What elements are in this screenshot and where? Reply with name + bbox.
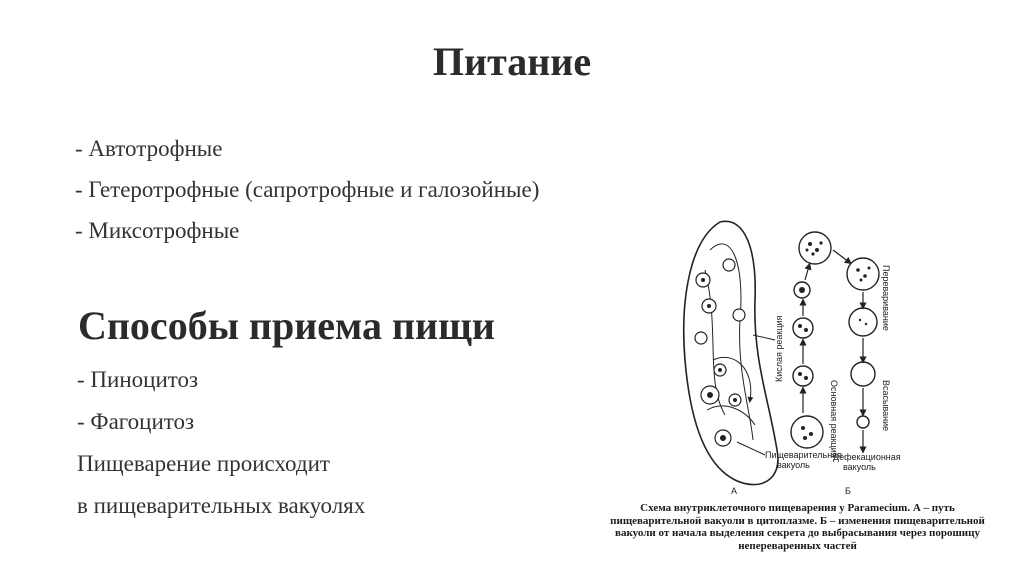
vacuole-particles-left [798, 241, 823, 440]
digestion-label: Переваривание [881, 265, 891, 331]
figure-caption: Схема внутриклеточного пищеварения у Paramecium. А – путь пищеварительной вакуоли в цитоплазме. Б – изменения пищеварительной вакуоли от начала выделения секрета до выбрасывания через порошицу непереваренных частей [610, 502, 985, 552]
nutrition-types-list [75, 128, 539, 251]
list-item-mixotrophic: - Миксотрофные [75, 218, 240, 243]
list-item-phagocytosis: - Фагоцитоз [77, 409, 195, 434]
paramecium-digestion-figure [610, 210, 1010, 570]
defecation-vacuole-label: Дефекационная [833, 452, 901, 462]
methods-heading: Способы приема пищи [78, 303, 495, 348]
panel-a-label: А [731, 486, 738, 496]
defecation-vacuole-label-2: вакуоль [843, 462, 876, 472]
list-item-autotrophic: - Автотрофные [75, 136, 223, 161]
digestion-text-line-2: в пищеварительных вакуолях [77, 493, 366, 518]
digestive-vacuole-label-2: вакуоль [777, 460, 810, 470]
panel-b-label: Б [845, 486, 851, 496]
list-item-pinocytosis: - Пиноцитоз [77, 367, 199, 392]
absorption-label: Всасывание [881, 380, 891, 432]
list-item-heterotrophic: - Гетеротрофные (сапротрофные и галозойные) [75, 177, 540, 202]
vacuole-sequence-left [791, 232, 831, 448]
vacuoles-panel-a [695, 259, 745, 446]
slide-title: Питание [432, 39, 592, 84]
leader-line [737, 442, 765, 455]
methods-list [77, 359, 365, 527]
acid-reaction-label: Кислая реакция [774, 315, 784, 382]
paramecium-diagram [665, 210, 1010, 500]
digestion-text-line-1: Пищеварение происходит [77, 451, 330, 476]
basic-reaction-label: Основная реакция [829, 380, 839, 458]
digestive-vacuole-label: Пищеварительная [765, 450, 843, 460]
